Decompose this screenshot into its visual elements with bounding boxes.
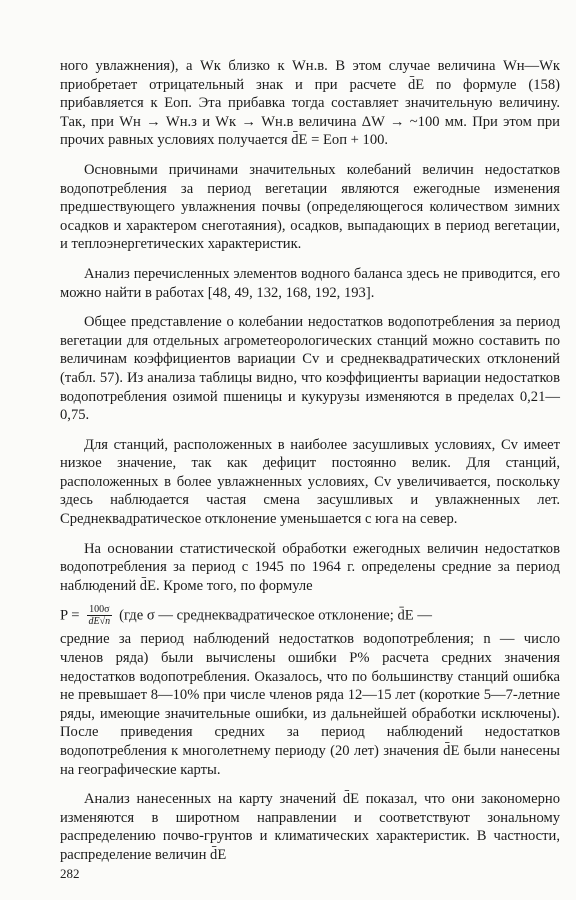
paragraph-8: Анализ нанесенных на карту значений d̄E показал, что они закономерно изменяются в широтном направлении и соответствуют зональному распределению почво-грунтов и климатических характеристик. В частности, распределение величин d̄E: [60, 791, 560, 863]
formula-explanation: (где σ — среднеквадратическое отклонение; d̄E —: [119, 607, 432, 624]
paragraph-1: ного увлажнения), а Wк близко к Wн.в. В этом случае величина Wн—Wк приобретает отрицательный знак и при расчете d̄E по формуле (158) прибавляется к Eоп. Эта прибавка тогда составляет значительную величину. Так, при Wн → Wн.з и Wк → Wн.в величина ΔW → ~100 мм. При этом при прочих равных условиях получается d̄E = Eоп + 100.: [60, 58, 560, 149]
paragraph-7: средние за период наблюдений недостатков водопотребления; n — число членов ряда) были вычислены ошибки P% расчета средних значения недостатков водопотребления. Оказалось, что по большинству станций ошибка не превышает 8—10% при числе членов ряда 12—15 лет (короткие 5—7-летние ряды, имеющие значительные ошибки, из дальнейшей обработки исключены). После приведения средних за период наблюдений недостатков водопотребления к многолетнему периоду (20 лет) значения d̄E были нанесены на географические карты.: [60, 631, 560, 778]
formula-fraction: [87, 604, 111, 628]
paragraph-3: Анализ перечисленных элементов водного баланса здесь не приводится, его можно найти в работах [48, 49, 132, 168, 192, 193].: [60, 265, 560, 301]
formula-denominator: d̄E√n: [88, 616, 111, 628]
paragraph-4: Общее представление о колебании недостатков водопотребления за период вегетации для отдельных агрометеорологических станций можно составить по величинам коэффициентов вариации Cv и среднеквадратических отклонений (табл. 57). Из анализа таблицы видно, что коэффициенты вариации недостатков водопотребления озимой пшеницы и кукурузы изменяются в пределах 0,21—0,75.: [60, 314, 560, 424]
page-number: 282: [60, 866, 80, 881]
formula-line: [60, 604, 560, 628]
paragraph-5: Для станций, расположенных в наиболее засушливых условиях, Cv имеет низкое значение, так как дефицит постоянно велик. Для станций, расположенных в более увлажненных условиях, Cv увеличивается, поскольку здесь наблюдается частая смена засушливых и увлажненных лет. Среднеквадратическое отклонение уменьшается с юга на север.: [60, 436, 560, 528]
formula-numerator: 100σ: [89, 604, 110, 616]
paragraph-6: На основании статистической обработки ежегодных величин недостатков водопотребления за период с 1945 по 1964 г. определены средние за период наблюдений d̄E. Кроме того, по формуле: [60, 540, 560, 594]
paragraph-2: Основными причинами значительных колебаний величин недостатков водопотребления за период вегетации являются ежегодные изменения предшествующего увлажнения почвы (определяющегося количеством зимних осадков и характером снеготаяния), осадков, выпадающих в период вегетации, и теплоэнергетических характеристик.: [60, 161, 560, 253]
formula-lhs: P =: [60, 607, 80, 624]
body-text: [60, 57, 560, 876]
